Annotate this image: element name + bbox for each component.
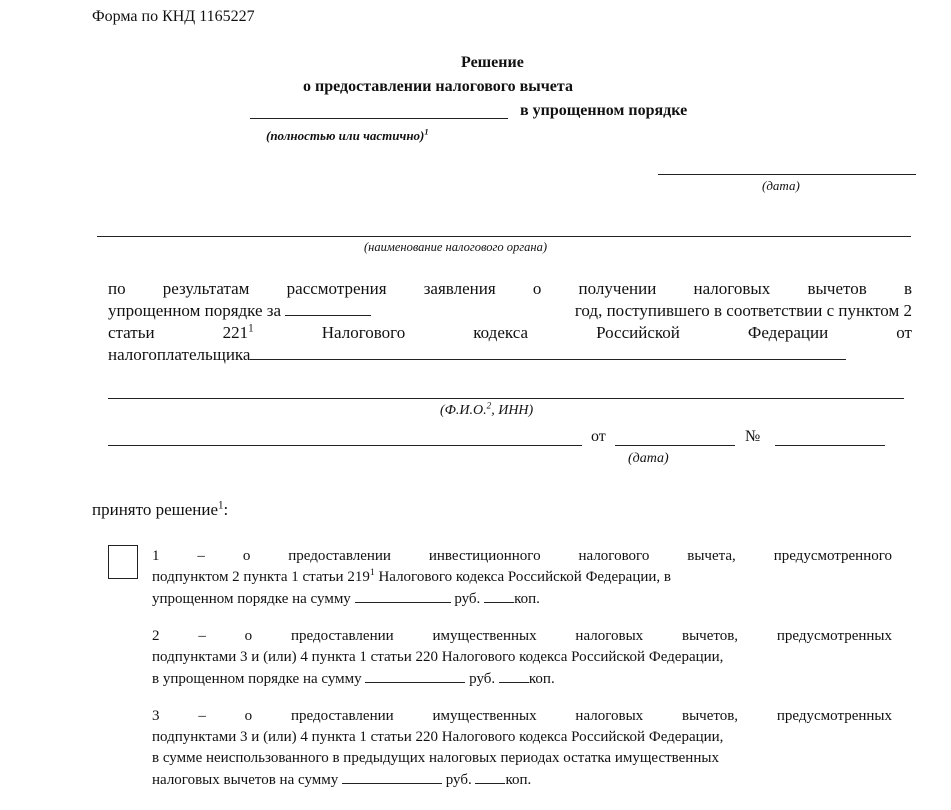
taxpayer-caption: (Ф.И.О.$^2$, ИНН) — [440, 400, 534, 418]
option-2-kop-field[interactable] — [499, 668, 529, 683]
option-1 — [152, 546, 892, 610]
option-1-rub-field[interactable] — [355, 588, 451, 603]
paragraph-line-4: налогоплательщика — [108, 344, 912, 366]
option-1-checkbox[interactable] — [108, 545, 138, 579]
taxpayer-field-2[interactable] — [108, 398, 904, 399]
option-2-line-1: 2 – о предоставлении имущественных налоговых вычетов, предусмотренных — [152, 628, 892, 644]
main-paragraph — [108, 278, 912, 366]
option-1-kop-field[interactable] — [484, 588, 514, 603]
title-line-2: о предоставлении налогового вычета — [303, 78, 573, 95]
form-code: Форма по КНД 1165227 — [92, 8, 255, 25]
paragraph-line-2: упрощенном порядке за год, поступившего в соответствии с пунктом 2 — [108, 301, 912, 320]
tax-authority-field[interactable] — [97, 236, 911, 237]
option-3-rub-field[interactable] — [342, 769, 442, 784]
option-3-kop-field[interactable] — [475, 769, 505, 784]
decision-date-field[interactable] — [658, 174, 916, 175]
tax-authority-caption: (наименование налогового органа) — [364, 240, 547, 254]
option-3-line-4: налоговых вычетов на сумму руб. коп. — [152, 769, 892, 791]
deduction-scope-field[interactable] — [250, 118, 508, 119]
option-3-line-1: 3 – о предоставлении имущественных налоговых вычетов, предусмотренных — [152, 708, 892, 724]
option-2 — [152, 626, 892, 690]
number-label: № — [745, 428, 761, 445]
option-3-line-2: подпунктами 3 и (или) 4 пункта 1 статьи 220 Налогового кодекса Российской Федерации, — [152, 729, 724, 745]
option-2-line-3: в упрощенном порядке на сумму руб. коп. — [152, 668, 892, 690]
option-2-line-2: подпунктами 3 и (или) 4 пункта 1 статьи 220 Налогового кодекса Российской Федерации, — [152, 649, 724, 665]
paragraph-line-1: по результатам рассмотрения заявления о получении налоговых вычетов в — [108, 279, 912, 298]
application-date-caption: (дата) — [628, 451, 669, 466]
title-line-1: Решение — [461, 54, 524, 71]
deduction-scope-hint: (полностью или частично)$^1$ — [266, 126, 429, 143]
decision-label: принято решение$^1$: — [92, 499, 229, 519]
from-label: от — [591, 428, 606, 445]
option-3 — [152, 706, 892, 791]
option-1-line-2: подпунктом 2 пункта 1 статьи $219^1$ Налогового кодекса Российской Федерации, в — [152, 567, 671, 585]
option-2-rub-field[interactable] — [365, 668, 465, 683]
paragraph-line-3: статьи $221^1$ Налогового кодекса Российской Федерации от — [108, 322, 912, 342]
option-1-line-1: 1 – о предоставлении инвестиционного налогового вычета, предусмотренного — [152, 548, 892, 564]
application-field[interactable] — [108, 445, 582, 446]
title-line-3: в упрощенном порядке — [520, 102, 688, 119]
date-caption: (дата) — [762, 178, 800, 193]
application-number-field[interactable] — [775, 445, 885, 446]
taxpayer-field[interactable] — [250, 345, 846, 360]
option-1-line-3: упрощенном порядке на сумму руб. коп. — [152, 588, 892, 610]
option-3-line-3: в сумме неиспользованного в предыдущих налоговых периодах остатка имущественных — [152, 750, 719, 766]
tax-year-field[interactable] — [285, 301, 371, 316]
application-date-field[interactable] — [615, 445, 735, 446]
